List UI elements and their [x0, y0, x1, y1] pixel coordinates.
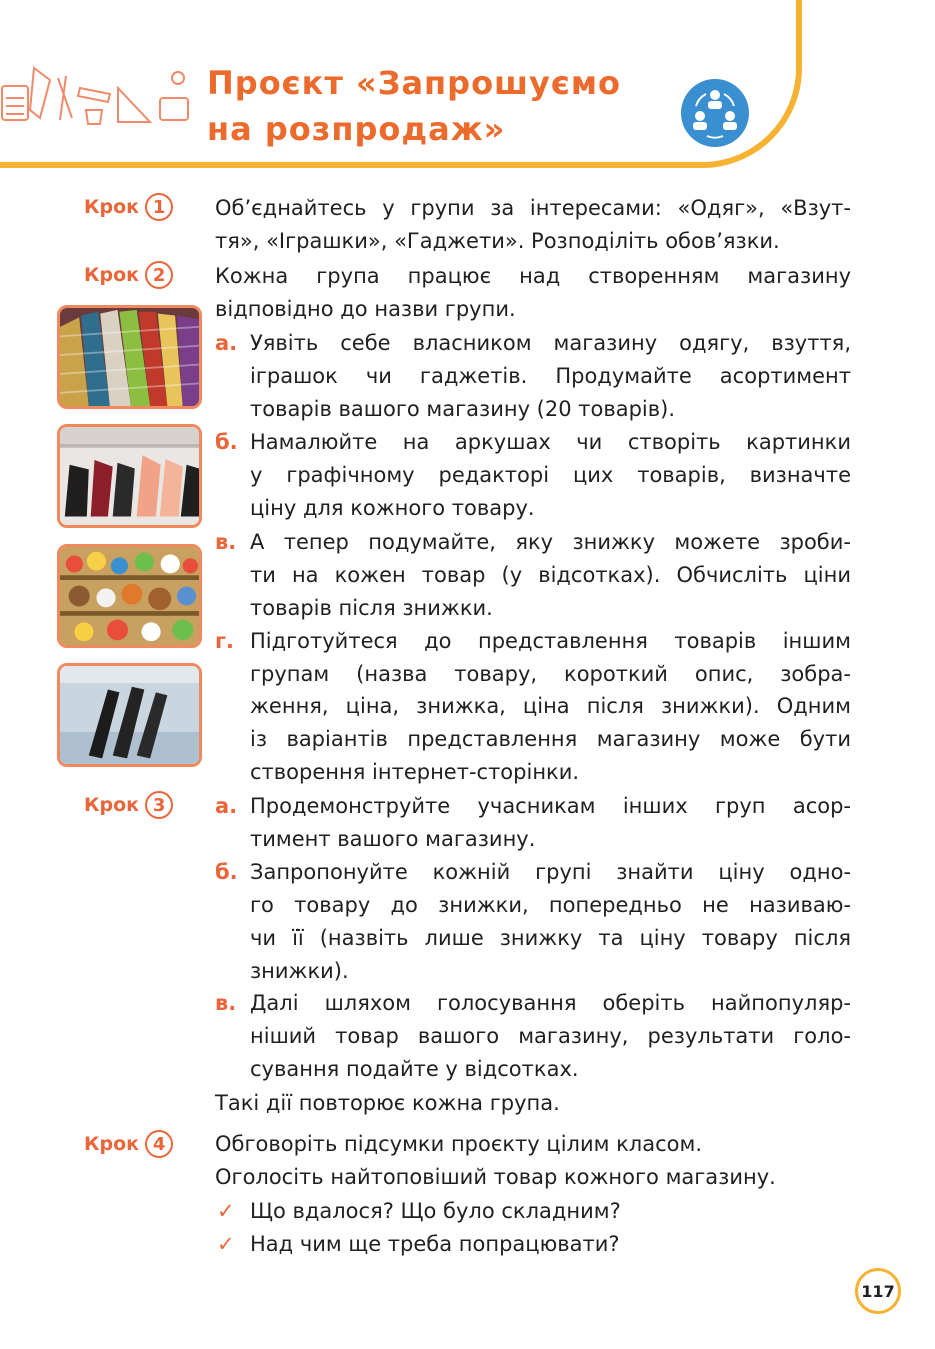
step-4-line-1: Обговоріть підсумки проєкту цілим класом. [215, 1132, 702, 1156]
step-2g-line-5: створення інтернет-сторінки. [250, 760, 580, 784]
school-doodles-icon [0, 58, 200, 148]
step-4-line-2: Оголосіть найтоповіший товар кожного магазину. [215, 1165, 776, 1189]
item-marker: б. [215, 430, 238, 454]
step-2g-line-3: ження, ціна, знижка, ціна після знижки). Одним [250, 694, 851, 718]
item-marker: в. [215, 530, 237, 554]
step-2v-line-3: товарів після знижки. [250, 596, 493, 620]
step-3b-line-3: чи її (назвіть лише знижку та ціну товару після [250, 926, 851, 950]
page-number: 117 [855, 1268, 901, 1314]
step-label-text: Крок [84, 196, 140, 218]
step-1-line-1: Об’єднайтесь у групи за інтересами: «Одяг», «Взут- [215, 196, 851, 220]
step-2a-line-3: товарів вашого магазину (20 товарів). [250, 397, 675, 421]
step-3v-line-1: Далі шляхом голосування оберіть найпопуляр- [250, 991, 851, 1015]
step-number-badge: 4 [145, 1130, 173, 1158]
step-3v-line-3: сування подайте у відсотках. [250, 1057, 579, 1081]
checklist-item-1: Що вдалося? Що було складним? [250, 1199, 621, 1223]
checkmark-icon: ✓ [217, 1232, 235, 1256]
step-2v-line-2: ти на кожен товар (у відсотках). Обчисліть ціни [250, 563, 851, 587]
step-3b-line-1: Запропонуйте кожній групі знайти ціну одно- [250, 860, 851, 884]
step-2-label [84, 259, 173, 291]
step-2-line-1: Кожна група працює над створенням магазину [215, 264, 851, 288]
step-4-label [84, 1128, 173, 1160]
title-line-1: Проєкт «Запрошуємо [207, 64, 621, 102]
clothes-rack-photo [57, 305, 202, 409]
step-2a-line-1: Уявіть себе власником магазину одягу, взуття, [250, 331, 851, 355]
item-marker: а. [215, 331, 238, 355]
step-number-badge: 1 [145, 193, 173, 221]
step-2a-line-2: іграшок чи гаджетів. Продумайте асортимент [250, 364, 851, 388]
step-2b-line-2: у графічному редакторі цих товарів, визначте [250, 463, 851, 487]
item-marker: в. [215, 991, 237, 1015]
step-2b-line-3: ціну для кожного товару. [250, 496, 535, 520]
step-2g-line-4: із варіантів представлення магазину може бути [250, 727, 851, 751]
toys-shelf-photo [57, 544, 202, 648]
step-3a-line-2: тимент вашого магазину. [250, 827, 536, 851]
step-3a-line-1: Продемонструйте учасникам інших груп асор- [250, 794, 851, 818]
item-marker: г. [215, 629, 234, 653]
step-2-line-2: відповідно до назви групи. [215, 297, 516, 321]
checklist-item-2: Над чим ще треба попрацювати? [250, 1232, 620, 1256]
item-marker: б. [215, 860, 238, 884]
item-marker: а. [215, 794, 238, 818]
step-3-closing: Такі дії повторює кожна група. [215, 1091, 560, 1115]
step-3b-line-2: го товару до знижки, попередньо не називаю- [250, 893, 851, 917]
step-number-badge: 3 [145, 791, 173, 819]
step-1-line-2: тя», «Іграшки», «Гаджети». Розподіліть обов’язки. [215, 229, 780, 253]
group-work-icon [680, 78, 750, 148]
step-1-label [84, 191, 173, 223]
step-3v-line-2: ніший товар вашого магазину, результати голо- [250, 1024, 851, 1048]
page-title [207, 60, 621, 152]
step-2b-line-1: Намалюйте на аркушах чи створіть картинки [250, 430, 851, 454]
title-line-2: на розпродаж» [207, 110, 506, 148]
step-label-text: Крок [84, 794, 140, 816]
step-label-text: Крок [84, 1133, 140, 1155]
step-2v-line-1: А тепер подумайте, яку знижку можете зроби- [250, 530, 851, 554]
step-number-badge: 2 [145, 261, 173, 289]
step-2g-line-1: Підготуйтеся до представлення товарів іншим [250, 629, 851, 653]
step-3b-line-4: знижки). [250, 959, 349, 983]
step-2g-line-2: групам (назва товару, короткий опис, зобра- [250, 662, 851, 686]
step-label-text: Крок [84, 264, 140, 286]
shoes-shelf-photo [57, 424, 202, 528]
checkmark-icon: ✓ [217, 1199, 235, 1223]
step-3-label [84, 789, 173, 821]
gadgets-display-photo [57, 663, 202, 767]
